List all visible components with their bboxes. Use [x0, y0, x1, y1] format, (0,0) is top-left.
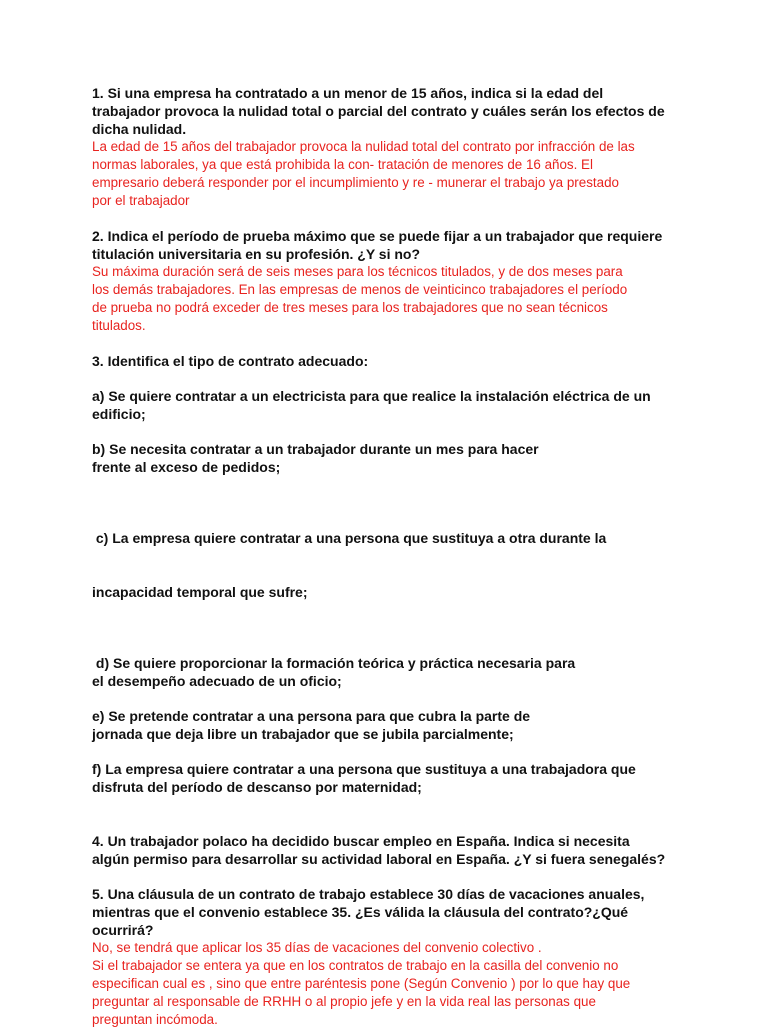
question-5-line: mientras que el convenio establece 35. ¿Es válida la cláusula del contrato?¿Qué	[92, 904, 629, 920]
question-1-line: trabajador provoca la nulidad total o parcial del contrato y cuáles serán los efectos de	[92, 103, 665, 119]
answer-1	[92, 138, 692, 210]
answer-5-line: No, se tendrá que aplicar los 35 días de vacaciones del convenio colectivo .	[92, 940, 542, 955]
answer-2-line: los demás trabajadores. En las empresas de menos de veinticinco trabajadores el período	[92, 282, 628, 297]
question-3-item-f	[92, 760, 692, 796]
item-line: c) La empresa quiere contratar a una persona que sustituya a otra durante la	[92, 530, 607, 546]
question-4-line: algún permiso para desarrollar su actividad laboral en España. ¿Y si fuera senegalés?	[92, 851, 666, 867]
document-page	[92, 84, 692, 1029]
answer-5-line: Si el trabajador se entera ya que en los contratos de trabajo en la casilla del convenio no	[92, 958, 619, 973]
question-5-line: 5. Una cláusula de un contrato de trabajo establece 30 días de vacaciones anuales,	[92, 886, 645, 902]
question-3-item-d	[92, 654, 692, 690]
answer-5	[92, 939, 692, 1029]
item-line: e) Se pretende contratar a una persona para que cubra la parte de	[92, 708, 531, 724]
question-5-line: ocurrirá?	[92, 922, 154, 938]
question-4-line: 4. Un trabajador polaco ha decidido buscar empleo en España. Indica si necesita	[92, 833, 630, 849]
question-3-item-e	[92, 707, 692, 743]
answer-5-line: preguntan incómoda.	[92, 1012, 218, 1027]
item-line: frente al exceso de pedidos;	[92, 459, 281, 475]
question-2-line: 2. Indica el período de prueba máximo que se puede fijar a un trabajador que requiere	[92, 228, 663, 244]
question-3-item-c	[92, 493, 692, 637]
question-3	[92, 352, 692, 370]
item-line: edificio;	[92, 406, 146, 422]
answer-5-line: preguntar al responsable de RRHH o al propio jefe y en la vida real las personas que	[92, 994, 596, 1009]
question-3-item-b	[92, 440, 692, 476]
question-1	[92, 84, 692, 138]
answer-1-line: por el trabajador	[92, 193, 190, 208]
question-3-item-a	[92, 387, 692, 423]
item-line: d) Se quiere proporcionar la formación teórica y práctica necesaria para	[92, 655, 576, 671]
answer-2-line: titulados.	[92, 318, 146, 333]
question-2	[92, 227, 692, 263]
item-line: el desempeño adecuado de un oficio;	[92, 673, 342, 689]
answer-1-line: normas laborales, ya que está prohibida la con- tratación de menores de 16 años. El	[92, 157, 593, 172]
item-line: a) Se quiere contratar a un electricista para que realice la instalación eléctrica de un	[92, 388, 651, 404]
question-1-line: 1. Si una empresa ha contratado a un menor de 15 años, indica si la edad del	[92, 85, 604, 101]
answer-1-line: empresario deberá responder por el incumplimiento y re - munerar el trabajo ya prestado	[92, 175, 619, 190]
item-line: incapacidad temporal que sufre;	[92, 584, 308, 600]
item-line: b) Se necesita contratar a un trabajador durante un mes para hacer	[92, 441, 539, 457]
question-2-line: titulación universitaria en su profesión. ¿Y si no?	[92, 246, 421, 262]
question-5	[92, 885, 692, 939]
question-1-line: dicha nulidad.	[92, 121, 187, 137]
answer-2-line: Su máxima duración será de seis meses para los técnicos titulados, y de dos meses para	[92, 264, 623, 279]
answer-5-line: especifican cual es , sino que entre paréntesis pone (Según Convenio ) por lo que hay que	[92, 976, 631, 991]
question-4	[92, 832, 692, 868]
item-line: f) La empresa quiere contratar a una persona que sustituya a una trabajadora que	[92, 761, 636, 777]
item-line: jornada que deja libre un trabajador que se jubila parcialmente;	[92, 726, 514, 742]
question-3-line: 3. Identifica el tipo de contrato adecuado:	[92, 353, 369, 369]
answer-2-line: de prueba no podrá exceder de tres meses para los trabajadores que no sean técnicos	[92, 300, 608, 315]
answer-2	[92, 263, 692, 335]
answer-1-line: La edad de 15 años del trabajador provoca la nulidad total del contrato por infracción de las	[92, 139, 635, 154]
item-line: disfruta del período de descanso por maternidad;	[92, 779, 422, 795]
